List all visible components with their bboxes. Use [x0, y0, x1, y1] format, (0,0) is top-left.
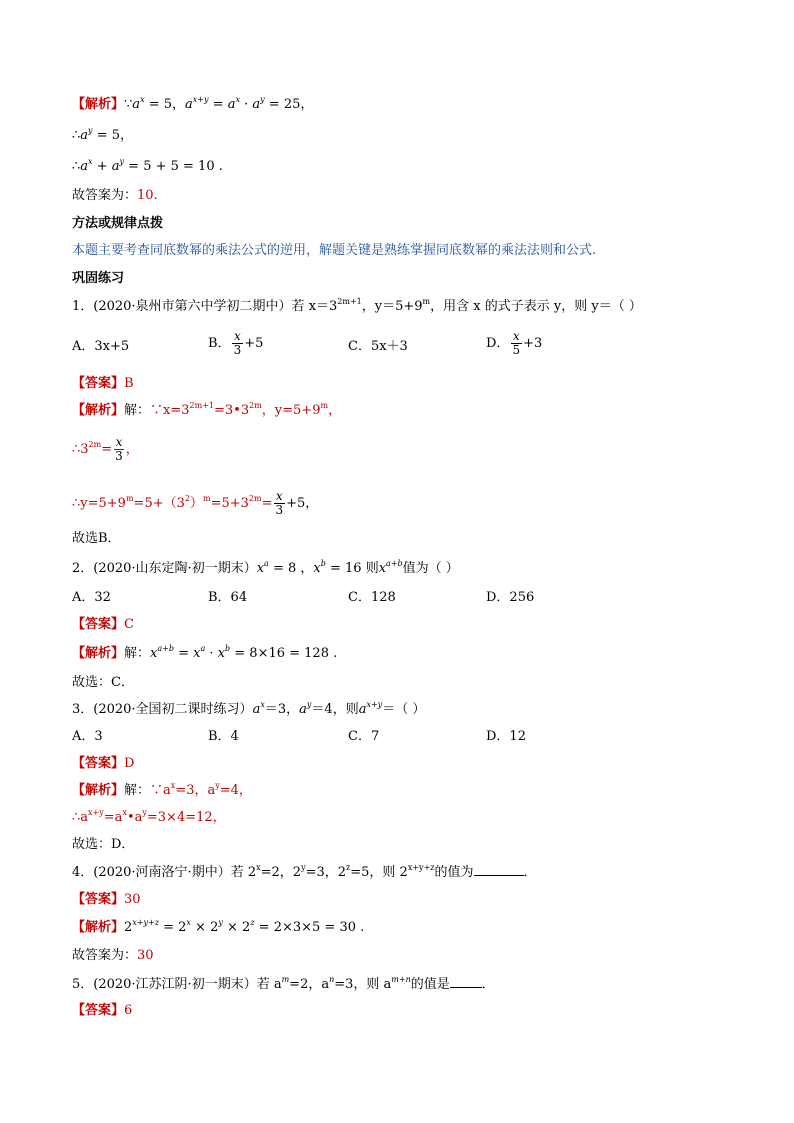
q3-option-c: C．7 — [348, 729, 380, 744]
intro-line-1: 【解析】$\because a^x = 5$，$a^{x+y} = a^x \cdot a^y = 25$， — [72, 95, 314, 112]
q1-solution-1: 【解析】解：$\because x=3^{2m+1}=3•3^{2m}$，$y=5+9^m$， — [72, 401, 342, 418]
q5-answer: 【答案】6 — [72, 1003, 133, 1018]
method-text: 本题主要考查同底数幂的乘法公式的逆用，解题关键是熟练掌握同底数幂的乘法法则和公式. — [72, 243, 597, 258]
q2-final: 故选：C． — [72, 675, 134, 690]
q5-answer-blank[interactable] — [450, 975, 482, 988]
q5-stem: 5．(2020·江苏江阴·初一期末）若 $a^m=2$，$a^n=3$，则 $a^{m+n}$的值是 ． — [72, 975, 495, 992]
q2-option-c: C．128 — [348, 590, 396, 605]
method-heading: 方法或规律点拨 — [72, 216, 164, 231]
q1-option-c: C．5x＋3 — [348, 339, 408, 354]
q4-stem: 4．(2020·河南洛宁·期中）若 $2^x=2$，$2^y=3$，$2^z=5$，则 $2^{x+y+z}$的值为 ． — [72, 863, 537, 880]
q1-answer: 【答案】B — [72, 376, 134, 391]
intro-line-3: $\therefore a^x + a^y = 5 + 5 = 10$ . — [72, 157, 223, 174]
q3-option-d: D．12 — [486, 729, 526, 744]
q1-stem: 1．(2020·泉州市第六中学初二期中）若 $x=3^{2m+1}$，$y=5+9^m$，用含 x 的式子表示 y，则 y＝（ ） — [72, 297, 642, 314]
intro-final: 故答案为：10. — [72, 188, 158, 203]
practice-heading: 巩固练习 — [72, 271, 125, 286]
q3-option-b: B．4 — [208, 729, 239, 744]
q2-option-d: D．256 — [486, 590, 535, 605]
q3-option-a: A．3 — [72, 729, 103, 744]
q2-stem: 2．(2020·山东定陶·初一期末）$x^a = 8$ ，$x^b = 16$ 则$x^{a+b}$值为（ ） — [72, 559, 459, 576]
q2-option-a: A．32 — [72, 590, 111, 605]
q2-option-b: B．64 — [208, 590, 248, 605]
q3-stem: 3．(2020·全国初二课时练习）$a^x=3$，$a^y=4$，则$a^{x+y}=$（ ） — [72, 700, 426, 717]
q4-final: 故答案为：30 — [72, 948, 154, 963]
q4-answer: 【答案】30 — [72, 892, 141, 907]
analysis-label: 【解析】 — [72, 97, 125, 112]
q3-solution-1: 【解析】解：$\because a^x=3$，$a^y=4$， — [72, 781, 252, 798]
q1-option-b: B． $\frac{x}{3}$ +5 — [208, 329, 264, 357]
q2-solution: 【解析】解：$x^{a+b} = x^a \cdot x^b = 8\times 16 = 128$ . — [72, 644, 338, 661]
q3-answer: 【答案】D — [72, 756, 135, 771]
q1-solution-2: $\therefore 3^{2m}=$ $\frac{x}{3}$ ， — [72, 435, 139, 463]
q3-final: 故选：D． — [72, 837, 135, 852]
q4-solution: 【解析】$2^{x+y+z} = 2^x \times 2^y \times 2^z = 2\times 3\times 5 = 30$ . — [72, 918, 365, 935]
q1-final: 故选B． — [72, 531, 121, 546]
q2-answer: 【答案】C — [72, 617, 134, 632]
q3-solution-2: $\therefore a^{x+y}=a^x•a^y=3\times 4=12$， — [72, 808, 226, 825]
q4-answer-blank[interactable] — [474, 863, 524, 876]
q1-solution-3: $\therefore y=5+9^m=5+(3^2)^m=5+3^{2m}=$ $\frac{x}{3}$ +5， — [72, 489, 319, 517]
q1-option-a: A．3x+5 — [72, 339, 130, 354]
q1-option-d: D． $\frac{x}{5}$ +3 — [486, 329, 543, 357]
intro-line-2: $\therefore a^y = 5$， — [72, 126, 134, 143]
